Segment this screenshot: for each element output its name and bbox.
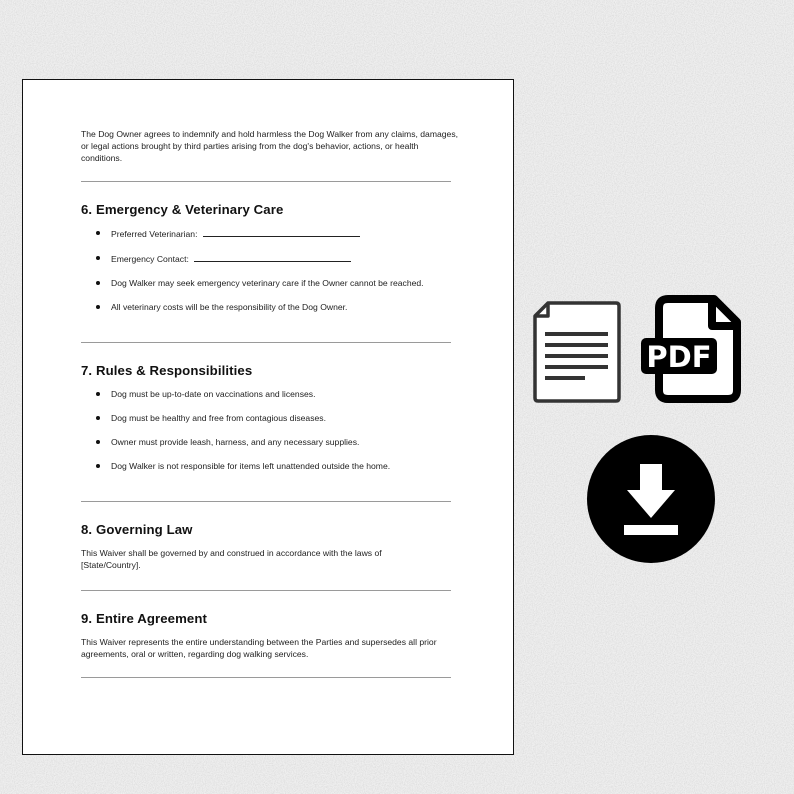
- list-item: Preferred Veterinarian:: [81, 227, 459, 240]
- list-item: Dog must be healthy and free from contagious diseases.: [81, 412, 459, 424]
- section-title-rules: 7. Rules & Responsibilities: [81, 363, 253, 378]
- pdf-file-icon: [641, 299, 737, 399]
- list-item: Dog Walker may seek emergency veterinary care if the Owner cannot be reached.: [81, 277, 459, 289]
- download-icon[interactable]: [587, 435, 715, 563]
- list-item: Dog must be up-to-date on vaccinations and licenses.: [81, 388, 459, 400]
- pdf-label: PDF: [646, 340, 712, 374]
- section-title-governing-law: 8. Governing Law: [81, 522, 193, 537]
- intro-paragraph: The Dog Owner agrees to indemnify and hold harmless the Dog Walker from any claims, damages, or legal actions brought by third parties arising from the dog's behavior, actions, or health conditions.: [81, 129, 459, 163]
- document-icon: [535, 303, 619, 401]
- list-item: Owner must provide leash, harness, and any necessary supplies.: [81, 436, 459, 448]
- list-item: Dog Walker is not responsible for items left unattended outside the home.: [81, 460, 459, 472]
- governing-law-text: This Waiver shall be governed by and construed in accordance with the laws of [State/Country].: [81, 548, 382, 570]
- section-title-entire-agreement: 9. Entire Agreement: [81, 611, 207, 626]
- section-title-emergency: 6. Emergency & Veterinary Care: [81, 202, 284, 217]
- entire-agreement-text: This Waiver represents the entire understanding between the Parties and supersedes all prior agreements, oral or written, regarding dog walking services.: [81, 637, 437, 659]
- list-item: All veterinary costs will be the responsibility of the Dog Owner.: [81, 301, 459, 313]
- list-item: Emergency Contact:: [81, 252, 459, 265]
